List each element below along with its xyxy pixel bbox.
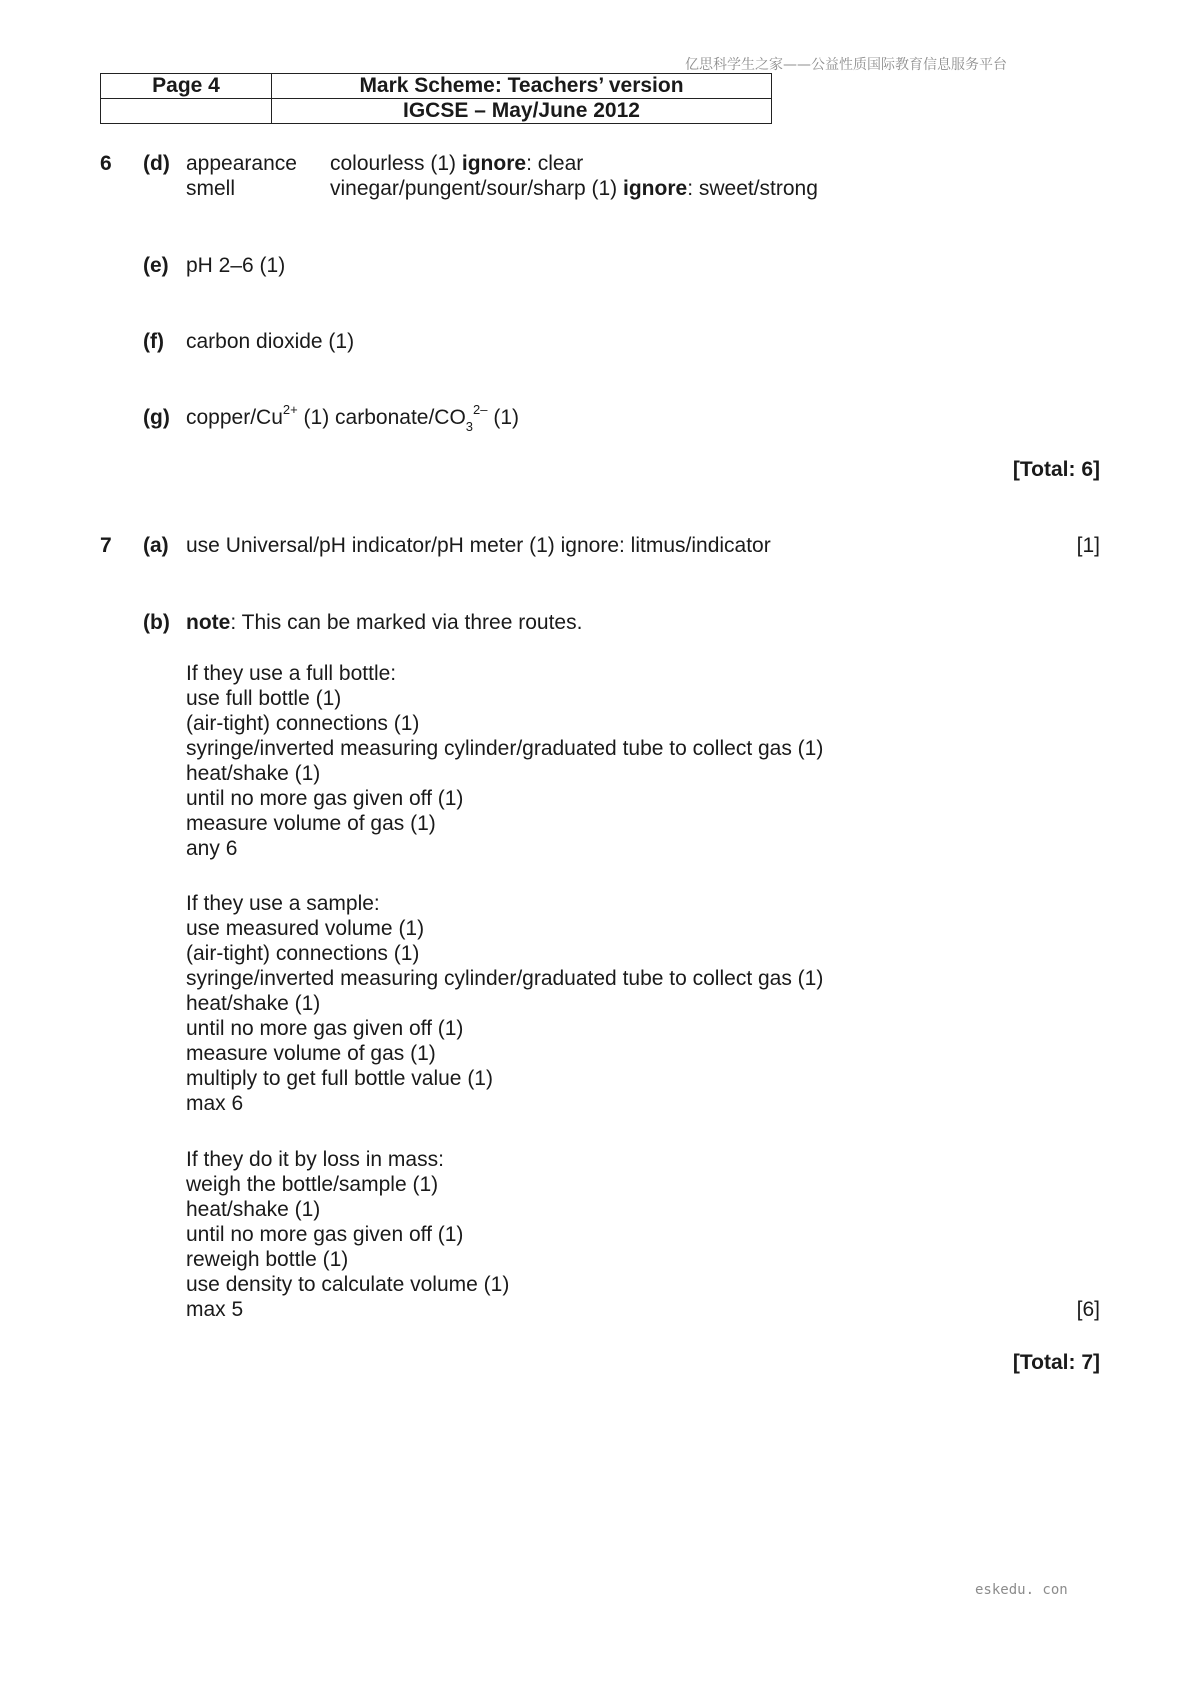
header-empty-cell xyxy=(101,99,272,124)
route-line: reweigh bottle (1) xyxy=(186,1248,349,1271)
question-6-number: 6 xyxy=(100,152,112,175)
route-line: heat/shake (1) xyxy=(186,1198,321,1221)
route-line: use density to calculate volume (1) xyxy=(186,1273,510,1296)
route-line: If they use a full bottle: xyxy=(186,662,397,685)
q7b-note: note: This can be marked via three routes. xyxy=(186,611,583,634)
route-line: until no more gas given off (1) xyxy=(186,1017,464,1040)
route-line: measure volume of gas (1) xyxy=(186,1042,436,1065)
q7a-answer: use Universal/pH indicator/pH meter (1) ignore: litmus/indicator xyxy=(186,534,771,557)
q6d-smell-label: smell xyxy=(186,177,236,200)
route-line: If they do it by loss in mass: xyxy=(186,1148,444,1171)
q6d-label: (d) xyxy=(143,152,170,175)
route-line: heat/shake (1) xyxy=(186,762,321,785)
document-title: Mark Scheme: Teachers’ version xyxy=(272,74,772,99)
watermark-bottom: eskedu. con xyxy=(975,1582,1068,1598)
q6g-answer: copper/$Cu^{2+}$ (1) carbonate/$CO_3^{2-}$ (1) xyxy=(186,402,519,435)
q7b-label: (b) xyxy=(143,611,170,634)
q7a-label: (a) xyxy=(143,534,169,557)
q7b-route-loss-in-mass xyxy=(186,1147,509,1322)
route-line: syringe/inverted measuring cylinder/graduated tube to collect gas (1) xyxy=(186,967,824,990)
page-number: Page 4 xyxy=(101,74,272,99)
q7a-marks: [1] xyxy=(1076,534,1100,557)
route-line: measure volume of gas (1) xyxy=(186,812,436,835)
q7b-route-sample xyxy=(186,891,823,1116)
route-line: (air-tight) connections (1) xyxy=(186,712,420,735)
q7b-marks: [6] xyxy=(1076,1298,1100,1321)
route-line: use measured volume (1) xyxy=(186,917,425,940)
q7b-route-full-bottle xyxy=(186,661,823,861)
q6d-appearance-answer: colourless (1) ignore: clear xyxy=(330,152,584,175)
q6e-label: (e) xyxy=(143,254,169,277)
question-7-number: 7 xyxy=(100,534,112,557)
q6d-appearance-label: appearance xyxy=(186,152,297,175)
route-line: max 6 xyxy=(186,1092,244,1115)
header-table xyxy=(100,73,772,124)
q6f-label: (f) xyxy=(143,330,164,353)
route-line: If they use a sample: xyxy=(186,892,380,915)
exam-session: IGCSE – May/June 2012 xyxy=(272,99,772,124)
route-line: (air-tight) connections (1) xyxy=(186,942,420,965)
route-line: max 5 xyxy=(186,1298,244,1321)
q7-total: [Total: 7] xyxy=(1012,1351,1100,1374)
watermark-top: 亿思科学生之家——公益性质国际教育信息服务平台 xyxy=(685,57,1007,73)
q6d-smell-answer: vinegar/pungent/sour/sharp (1) ignore: sweet/strong xyxy=(330,177,818,200)
route-line: until no more gas given off (1) xyxy=(186,787,464,810)
route-line: until no more gas given off (1) xyxy=(186,1223,464,1246)
q6-total: [Total: 6] xyxy=(1012,458,1100,481)
route-line: any 6 xyxy=(186,837,238,860)
q6g-label: (g) xyxy=(143,406,170,429)
route-line: multiply to get full bottle value (1) xyxy=(186,1067,493,1090)
route-line: use full bottle (1) xyxy=(186,687,342,710)
route-line: weigh the bottle/sample (1) xyxy=(186,1173,439,1196)
q6f-answer: carbon dioxide (1) xyxy=(186,330,355,353)
route-line: heat/shake (1) xyxy=(186,992,321,1015)
route-line: syringe/inverted measuring cylinder/graduated tube to collect gas (1) xyxy=(186,737,824,760)
q6e-answer: pH 2–6 (1) xyxy=(186,254,286,277)
